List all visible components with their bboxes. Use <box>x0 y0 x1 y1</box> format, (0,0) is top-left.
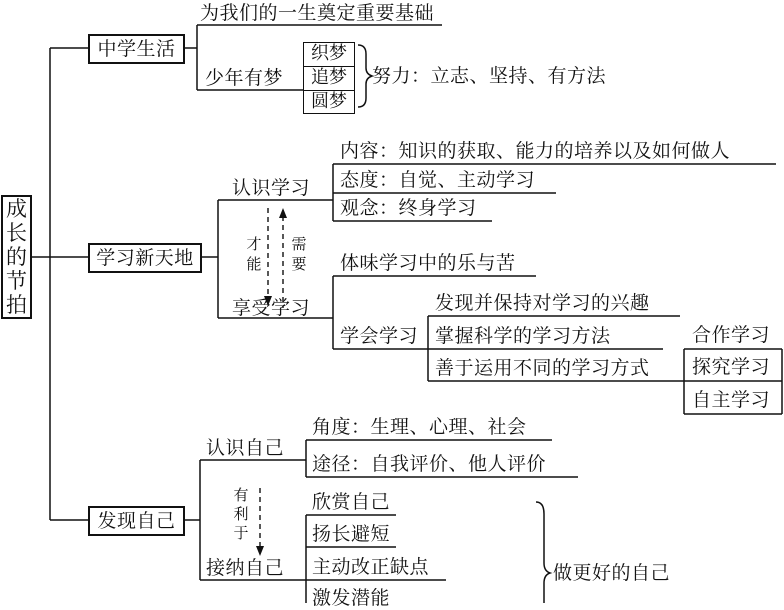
know-angle: 角度：生理、心理、社会 <box>312 416 527 438</box>
mode-autonomous: 自主学习 <box>692 389 771 411</box>
effort-text: 努力：立志、坚持、有方法 <box>372 65 607 87</box>
dreams-brace <box>358 45 372 107</box>
root-label: 成长的节拍 <box>6 197 27 317</box>
dream-pursue: 追梦 <box>304 67 354 91</box>
branch-discover-self: 发现自己 <box>88 506 185 536</box>
benefit-label: 有利于 <box>233 486 249 542</box>
b1-item-foundation: 为我们的一生奠定重要基础 <box>200 2 435 24</box>
mode-cooperative: 合作学习 <box>692 324 771 346</box>
enjoy-learning: 享受学习 <box>232 297 311 319</box>
better-self-brace <box>536 502 550 603</box>
accept-potential: 激发潜能 <box>312 587 391 609</box>
know-approach: 途径：自我评价、他人评价 <box>312 453 547 475</box>
cognize-content: 内容：知识的获取、能力的培养以及如何做人 <box>340 140 731 162</box>
branch-new-world-of-learning: 学习新天地 <box>88 243 202 273</box>
taste-joy-bitter: 体味学习中的乐与苦 <box>340 252 516 274</box>
arrow-down-label: 才能 <box>246 235 262 273</box>
accept-correct: 主动改正缺点 <box>312 556 430 578</box>
arrow-up-label: 需要 <box>291 235 307 273</box>
b1-item-youth-dream: 少年有梦 <box>205 67 284 89</box>
cognize-concept: 观念：终身学习 <box>340 197 477 219</box>
cognize-learning: 认识学习 <box>232 177 311 199</box>
accept-self: 接纳自己 <box>206 557 285 579</box>
up-arrow-head <box>279 208 287 218</box>
learn-to-learn: 学会学习 <box>340 325 419 347</box>
better-self: 做更好的自己 <box>553 562 671 584</box>
root-node <box>1 195 32 319</box>
accept-strengths: 扬长避短 <box>312 523 391 545</box>
mode-inquiry: 探究学习 <box>692 356 771 378</box>
dream-fulfill: 圆梦 <box>311 91 347 112</box>
branch-middle-school-life: 中学生活 <box>88 34 185 64</box>
benefit-arrow-head <box>256 546 264 556</box>
learn-interest: 发现并保持对学习的兴趣 <box>435 292 650 314</box>
accept-appreciate: 欣赏自己 <box>312 491 391 513</box>
dreams-stack <box>303 42 355 114</box>
learn-modes: 善于运用不同的学习方式 <box>435 357 650 379</box>
learn-method: 掌握科学的学习方法 <box>435 325 611 347</box>
know-self: 认识自己 <box>206 437 285 459</box>
cognize-attitude: 态度：自觉、主动学习 <box>340 169 536 191</box>
dream-weave: 织梦 <box>304 43 354 67</box>
